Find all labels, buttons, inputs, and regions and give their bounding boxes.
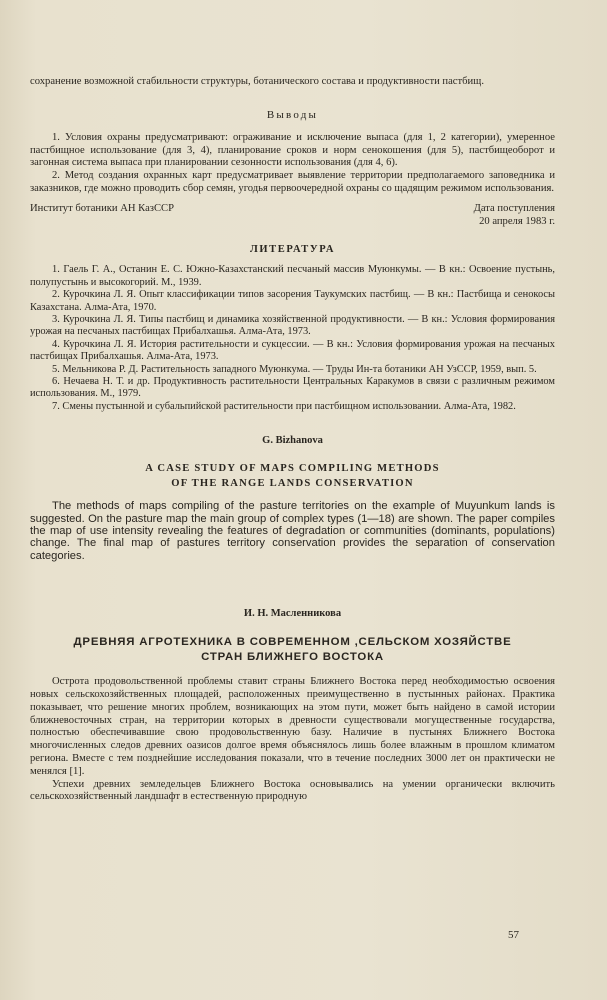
english-title-line-1: A CASE STUDY OF MAPS COMPILING METHODS bbox=[145, 463, 440, 475]
reference-item-4: 4. Курочкина Л. Я. История растительности и сукцессии. — В кн.: Условия формирования урожая на песчаных пастбищах Прибалхашья. Алма-Ата, 1973. bbox=[30, 338, 555, 363]
reference-item-6: 6. Нечаева Н. Т. и др. Продуктивность растительности Центральных Каракумов в связи с различным режимом использования. М., 1979. bbox=[30, 376, 555, 400]
english-article-author: G. Bizhanova bbox=[262, 435, 323, 447]
russian-paragraph-2: Успехи древних земледельцев Ближнего Востока основывались на умении органически включить сельскохозяйственный ландшафт в естественную природную bbox=[30, 778, 555, 803]
received-block bbox=[474, 203, 555, 229]
russian-article-title bbox=[30, 635, 555, 665]
english-abstract: The methods of maps compiling of the pasture territories on the example of Muyunkum lands is suggested. On the pasture map the main group of complex types (1—18) are shown. The paper compiles the map of use intensity revealing the features of degradation or communities (dominants, populations) change. The final map of pastures territory conservation provides the separation of conservation categories. bbox=[30, 500, 555, 562]
literature-heading: ЛИТЕРАТУРА bbox=[249, 244, 336, 256]
reference-item-2: 2. Курочкина Л. Я. Опыт классификации типов засорения Таукумских пастбищ. — В кн.: Пастбища и сенокосы Казахстана. Алма-Ата, 1970. bbox=[30, 289, 555, 313]
reference-item-3: 3. Курочкина Л. Я. Типы пастбищ и динамика хозяйственной продуктивности. — В кн.: Условия формирования урожая на песчаных пастбищах Прибалхашья. Алма-Ата, 1973. bbox=[30, 314, 555, 338]
intro-paragraph: сохранение возможной стабильности структуры, ботанического состава и продуктивности пастбищ. bbox=[30, 76, 484, 87]
english-article-title bbox=[30, 462, 555, 491]
reference-item-1: 1. Гаель Г. А., Останин Е. С. Южно-Казахстанский песчаный массив Муюнкумы. — В кн.: Освоение пустынь, полупустынь и высокогорий. М., 1939. bbox=[30, 264, 555, 288]
reference-item-7: 7. Смены пустынной и субальпийской растительности при пастбищном использовании. Алма-Ата, 1982. bbox=[52, 400, 516, 412]
conclusions-heading: Выводы bbox=[266, 108, 319, 121]
conclusion-item-1: 1. Условия охраны предусматривают: ограживание и исключение выпаса (для 1, 2 категории), умеренное пастбищное использование (для 3, 4), планирование сроков и норм сенокошения (для 5), пастбищеоборот и загонная система выпаса при планировании сезонности использования (для 4, 6). bbox=[30, 131, 555, 169]
russian-paragraph-1: Острота продовольственной проблемы ставит страны Ближнего Востока перед необходимостью освоения новых сельскохозяйственных площадей, расположенных преимущественно в пустынных районах. Практика показывает, что решение многих проблем, возникающих на этом пути, может быть найдено в самой истории ближневосточных стран, на территории которых в древности существовали могущественные государства, полностью обеспечивавшие свою продовольственную базу. Наличие в пустынях Ближнего Востока многочисленных следов древних оазисов долгое время объяснялось лишь более влажным в прошлом климатом региона. Вместе с тем позднейшие исследования показали, что в течение последних 3000 лет он практически не менялся [1]. bbox=[30, 676, 555, 777]
russian-article-author: И. Н. Масленникова bbox=[243, 608, 342, 620]
institute-name: Институт ботаники АН КазССР bbox=[30, 202, 174, 214]
conclusion-item-2: 2. Метод создания охранных карт предусматривает выявление территории предполагаемого заповедника и заказников, где можно проводить сбор семян, угодья первоочередной охраны со щадящим режимом использования. bbox=[30, 170, 555, 194]
russian-title-line-1: ДРЕВНЯЯ АГРОТЕХНИКА В СОВРЕМЕННОМ ,СЕЛЬСКОМ ХОЗЯЙСТВЕ bbox=[73, 636, 512, 649]
reference-item-5: 5. Мельникова Р. Д. Растительность западного Муюнкума. — Труды Ин-та ботаники АН УзССР, 1959, вып. 5. bbox=[52, 363, 537, 375]
received-date: 20 апреля 1983 г. bbox=[479, 215, 555, 227]
russian-title-line-2: СТРАН БЛИЖНЕГО ВОСТОКА bbox=[201, 651, 384, 664]
page-number: 57 bbox=[508, 929, 519, 941]
received-label: Дата поступления bbox=[473, 202, 555, 214]
english-title-line-2: OF THE RANGE LANDS CONSERVATION bbox=[171, 477, 414, 489]
affiliation-block bbox=[30, 203, 555, 229]
